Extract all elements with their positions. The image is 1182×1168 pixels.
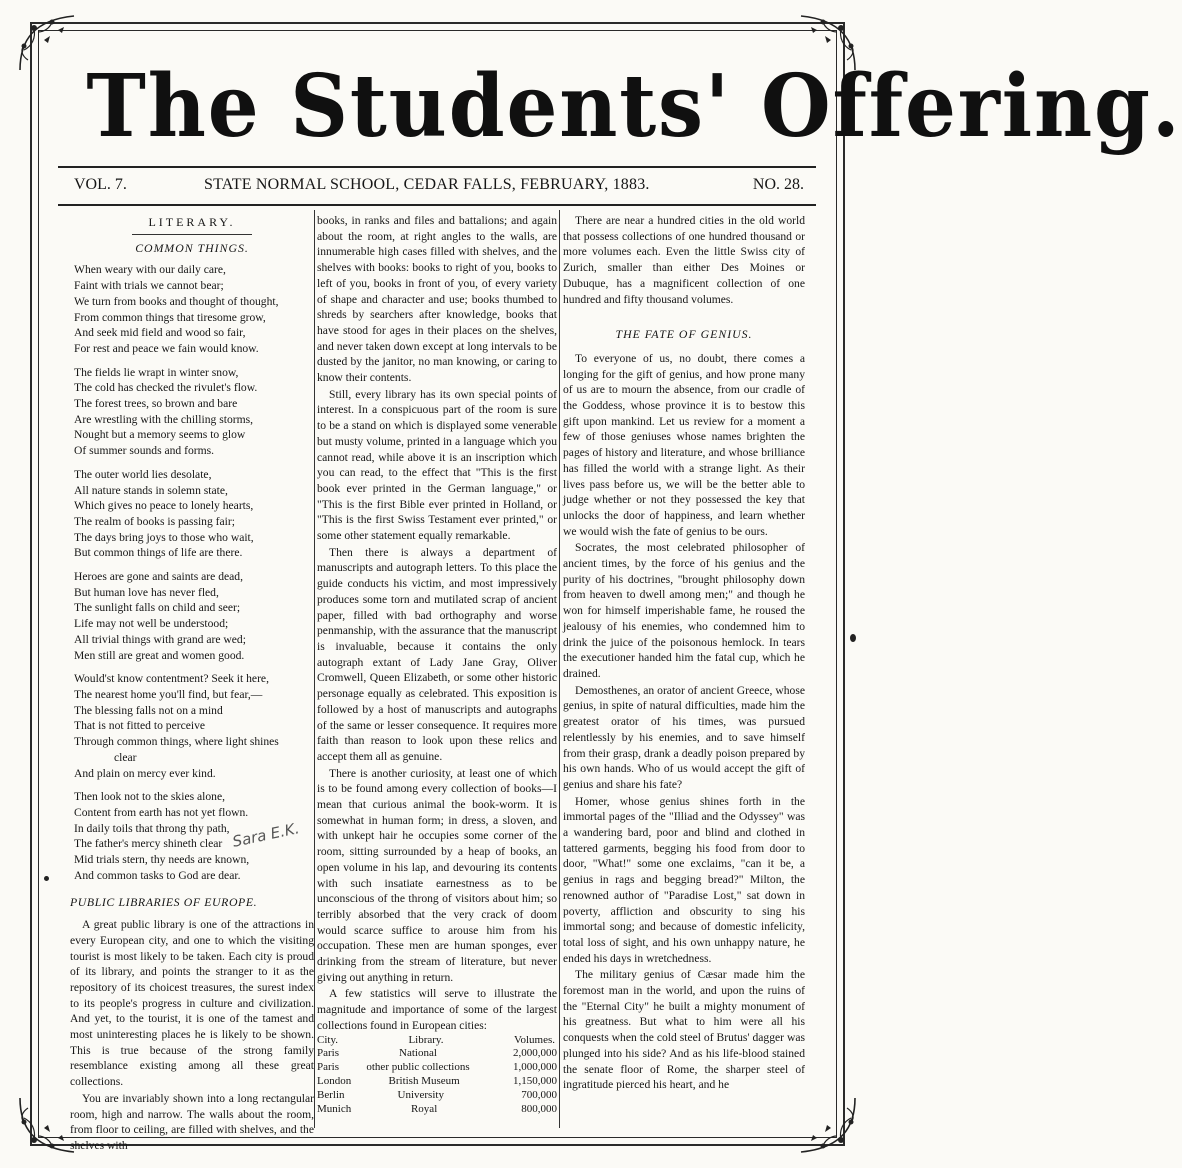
article-paragraph: A few statistics will serve to illustrate the magnitude and importance of some of the largest collections found in European cities:: [317, 987, 557, 1032]
poem-line: And plain on mercy ever kind.: [74, 766, 216, 780]
poem-line: Content from earth has not yet flown.: [74, 805, 249, 819]
stats-volumes: 1,000,000: [513, 1061, 557, 1074]
stats-header-city: City.: [317, 1033, 338, 1046]
stats-header-volumes: Volumes.: [513, 1033, 555, 1046]
poem-line: We turn from books and thought of thought,: [74, 294, 279, 308]
poem-line: The days bring joys to those who wait,: [74, 530, 254, 544]
dateline-rule: [58, 204, 816, 206]
stats-library: Royal: [410, 1102, 438, 1115]
stats-volumes: 800,000: [521, 1102, 557, 1115]
stats-library: other public collections: [366, 1061, 470, 1074]
poem-line: The realm of books is passing fair;: [74, 514, 235, 528]
poem-line: clear: [114, 750, 137, 764]
masthead-rule: [58, 166, 816, 168]
poem-stanza: [74, 671, 314, 781]
poem-line: But human love has never fled,: [74, 585, 219, 599]
stats-row: [317, 1047, 557, 1061]
stats-volumes: 1,150,000: [513, 1074, 557, 1087]
masthead-title: The Students' Offering.: [86, 56, 1182, 157]
poem-line: In daily toils that throng thy path,: [74, 821, 230, 835]
poem-line: Through common things, where light shines: [74, 735, 279, 749]
poem-line: The sunlight falls on child and seer;: [74, 601, 241, 615]
article-paragraph: There is another curiosity, at least one of which is to be found among every collection of books—I mean that curious animal the book-worm. It is somewhat in human form; in dress, a sloven, and with unkept hair he occupies some corner of the room, sitting surrounded by a heap of books, an open volume in his lap, and devouring its contents with such insatiate earnestness as to be unconscious of the throng of visitors about him; so terribly absorbed that the very crack of doom would scarce suffice to arouse him from his occupation. These men are human sponges, ever drinking from the stream of literature, but never giving out anything in return.: [317, 766, 557, 984]
column-2: [317, 213, 557, 1133]
stats-city: Paris: [317, 1061, 339, 1074]
stats-row: [317, 1103, 557, 1117]
corner-ornament-icon: [14, 10, 84, 80]
poem-line: Heroes are gone and saints are dead,: [74, 570, 243, 584]
poem-stanza: [74, 569, 314, 663]
poem-line: But common things of life are there.: [74, 546, 243, 560]
article-title: PUBLIC LIBRARIES OF EUROPE.: [70, 895, 258, 910]
poem-line: Then look not to the skies alone,: [74, 790, 226, 804]
column-rule: [559, 210, 560, 1128]
article-paragraph: A great public library is one of the attractions in every European city, and one to which the visiting tourist is most likely to be taken. Each city is proud of its library, and points the stranger to it as the repository of its choicest treasures, the surest index to its people's progress in culture and civilization. And yet, to the tourist, it is one of the tamest and most uninteresting places he is likely to be shown. This is true because of the strong family resemblance existing among all these great collections.: [70, 918, 314, 1089]
section-rule: [132, 234, 252, 235]
article-paragraph: You are invariably shown into a long rectangular room, high and narrow. The walls about the room, from floor to ceiling, are filled with shelves, and the shelves with: [70, 1091, 314, 1152]
volume-number: VOL. 7.: [74, 176, 127, 193]
article-title: THE FATE OF GENIUS.: [615, 327, 753, 342]
school-date: STATE NORMAL SCHOOL, CEDAR FALLS, FEBRUARY, 1883.: [204, 176, 650, 193]
stats-row: [317, 1075, 557, 1089]
poem-stanza: [74, 262, 314, 356]
stats-city: Paris: [317, 1047, 339, 1060]
poem-line: Men still are great and women good.: [74, 648, 245, 662]
stats-row: [317, 1061, 557, 1075]
poem-line: The outer world lies desolate,: [74, 467, 212, 481]
stats-city: London: [317, 1074, 352, 1087]
poem-line: And common tasks to God are dear.: [74, 868, 241, 882]
article-paragraph: There are near a hundred cities in the old world that possess collections of one hundred thousand or more volumes each. Even the little Swiss city of Zurich, smaller than either Des Moines or Dubuque, has a magnificent collection of one hundred and fifty thousand volumes.: [563, 214, 805, 306]
article-paragraph: Then there is always a department of manuscripts and autograph letters. To this place the guide conducts his victim, and most impressively produces some torn and mutilated scrap of ancient paper, filled with bad orthography and worse penmanship, with the assurance that the manuscript is invaluable, because it contains the only autograph extant of Lady Jane Gray, Oliver Cromwell, Queen Elizabeth, or some other historic personage equally as celebrated. This exposition is followed by a host of manuscripts and autographs of the same or lesser consequence. It requires more faith than reason to look upon these relics and accept them all as genuine.: [317, 545, 557, 763]
poem-line: Would'st know contentment? Seek it here,: [74, 672, 269, 686]
column-rule: [314, 210, 315, 1128]
poem-line: All nature stands in solemn state,: [74, 483, 228, 497]
poem-line: The forest trees, so brown and bare: [74, 397, 238, 411]
stats-volumes: 2,000,000: [513, 1047, 557, 1060]
poem-line: That is not fitted to perceive: [74, 719, 206, 733]
poem-line: For rest and peace we fain would know.: [74, 341, 259, 355]
poem-title: COMMON THINGS.: [135, 240, 249, 255]
poem-line: The fields lie wrapt in winter snow,: [74, 365, 239, 379]
poem-line: Which gives no peace to lonely hearts,: [74, 499, 254, 513]
poem-line: Are wrestling with the chilling storms,: [74, 412, 254, 426]
stats-volumes: 700,000: [521, 1088, 557, 1101]
poem-line: And seek mid field and wood so fair,: [74, 326, 246, 340]
column-1: [70, 213, 314, 1152]
dateline: [74, 176, 804, 198]
stats-library: British Museum: [388, 1074, 460, 1087]
poem-line: The nearest home you'll find, but fear,—: [74, 687, 263, 701]
poem-line: Mid trials stern, thy needs are known,: [74, 853, 250, 867]
stats-city: Munich: [317, 1102, 352, 1115]
poem-line: All trivial things with grand are wed;: [74, 632, 246, 646]
handwritten-signature: Sara E.K.: [230, 819, 301, 851]
stats-header-library: Library.: [408, 1033, 444, 1046]
poem-line: When weary with our daily care,: [74, 263, 226, 277]
stats-library: National: [399, 1047, 437, 1060]
ink-spot: [44, 876, 49, 881]
stats-city: Berlin: [317, 1088, 345, 1101]
poem-line: Of summer sounds and forms.: [74, 444, 215, 458]
issue-number: NO. 28.: [752, 176, 804, 193]
section-heading: LITERARY.: [148, 215, 236, 229]
article-paragraph: Still, every library has its own special points of interest. In a conspicuous part of the room is sure to be a stand on which is displayed some venerable but musty volume, printed in a language which you cannot read, while above it is an inscription which you can read, to the effect that "This is the first book ever printed in the German language," or "This is the first Bible ever printed in Holland, or "This is the first Swiss Testament ever printed," or some other statement equally remarkable.: [317, 387, 557, 543]
article-paragraph: Homer, whose genius shines forth in the immortal pages of the "Illiad and the Odyssey" was a wandering bard, poor and blind and clothed in tattered garments, begging his food from door to door, "What!" some one exclaims, "can it be, a genius in rags and begging bread?" Milton, the renowned author of "Paradise Lost," sat down in poverty, affliction and obscurity to sing his immortal song; and because of domestic infelicity, total loss of sight, and his own unhappy nature, he ended his days in wretchedness.: [563, 794, 805, 965]
article-paragraph: The military genius of Cæsar made him the foremost man in the world, and upon the ruins of the "Eternal City" he built a mighty monument of his greatness. But what to him were all his conquests when the cold steel of Brutus' dagger was plunged into his side? And as his life-blood stained the senate floor of Rome, the sharper steel of ingratitude pierced his heart, and he: [563, 968, 805, 1092]
poem-line: The cold has checked the rivulet's flow.: [74, 381, 258, 395]
article-paragraph: Socrates, the most celebrated philosopher of ancient times, by the force of his genius and the purity of his doctrines, "brought philosophy down from heaven to dwell among men;" and though he won for himself imperishable fame, he roused the jealousy of his enemies, who condemned him to drink the juice of the poisonous hemlock. In tears the executioner handed him the fatal cup, which he drained.: [563, 541, 805, 680]
poem-line: The father's mercy shineth clear: [74, 837, 223, 851]
column-3: [563, 213, 805, 1133]
stats-library: University: [397, 1088, 444, 1101]
poem-line: Nought but a memory seems to glow: [74, 428, 246, 442]
stats-row: [317, 1089, 557, 1103]
poem-line: Life may not well be understood;: [74, 617, 229, 631]
article-paragraph: To everyone of us, no doubt, there comes a longing for the gift of genius, and how prone many of us are to mourn the absence, from our cradle of the Goddess, whose province it is to bestow this gift upon mankind. Let us review for a moment a few of those geniuses whose names brighten the pages of history and literature, and whose brilliance has filled the world with a strange light. As their lives pass before us, we will be the better able to judge whether or not they possessed the key that unlocks the door of happiness, and learn whether we would wish the fate of genius to be ours.: [563, 351, 805, 538]
poem-line: The blessing falls not on a mind: [74, 703, 223, 717]
stats-header: [317, 1034, 557, 1048]
article-paragraph: Demosthenes, an orator of ancient Greece, whose genius, in spite of natural difficulties, made him the greatest orator of his times, was pursued relentlessly by his enemies, and to save himself from their grasp, drank a deadly poison prepared by his own hands. Who of us would accept the gift of genius and share his fate?: [563, 683, 805, 791]
poem-line: From common things that tiresome grow,: [74, 310, 266, 324]
poem-line: Faint with trials we cannot bear;: [74, 279, 224, 293]
poem-stanza: [74, 365, 314, 459]
article-paragraph: books, in ranks and files and battalions; and again about the room, at right angles to the walls, are innumerable high cases filled with shelves, and the shelves with books: books to right of you, books to left of you, books in front of you, of every variety of shape and character and use; books thumbed to shreds by searchers after knowledge, books that have stood for ages in their places on the shelves, and never taken down except at long intervals to be dusted by the janitor, no man knowing, or caring to know their contents.: [317, 214, 557, 385]
ink-spot: [850, 634, 856, 642]
poem-stanza: [74, 467, 314, 561]
